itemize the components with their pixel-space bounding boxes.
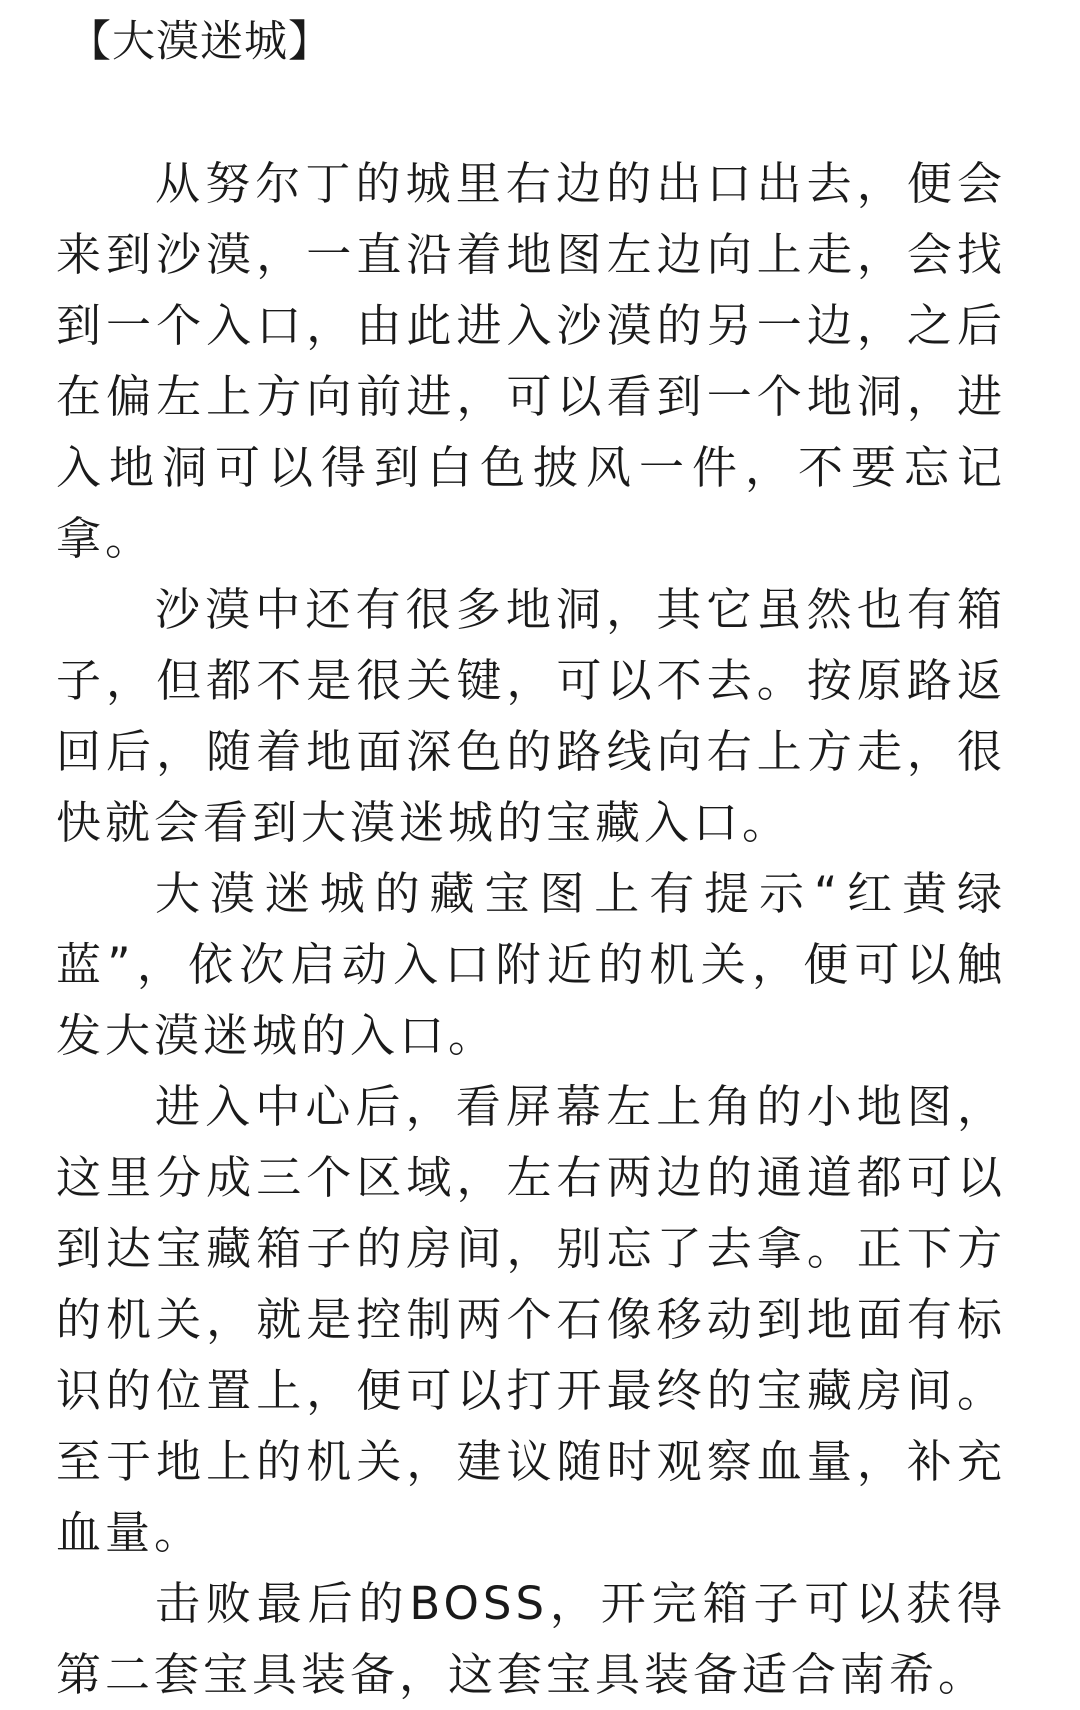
paragraph-4: 进入中心后，看屏幕左上角的小地图，这里分成三个区域，左右两边的通道都可以到达宝藏箱子的房间，别忘了去拿。正下方的机关，就是控制两个石像移动到地面有标识的位置上，便可以打开最终的宝藏房间。至于地上的机关，建议随时观察血量，补充血量。 xyxy=(56,1080,1006,1559)
paragraph-3: 大漠迷城的藏宝图上有提示“红黄绿蓝”，依次启动入口附近的机关，便可以触发大漠迷城的入口。 xyxy=(56,867,1006,1062)
paragraph-5: 击败最后的BOSS，开完箱子可以获得第二套宝具装备，这套宝具装备适合南希。 xyxy=(56,1577,1006,1701)
article-body xyxy=(56,148,1006,1710)
paragraph-1: 从努尔丁的城里右边的出口出去，便会来到沙漠，一直沿着地图左边向上走，会找到一个入口，由此进入沙漠的另一边，之后在偏左上方向前进，可以看到一个地洞，进入地洞可以得到白色披风一件，不要忘记拿。 xyxy=(56,157,1006,565)
paragraph-2: 沙漠中还有很多地洞，其它虽然也有箱子，但都不是很关键，可以不去。按原路返回后，随着地面深色的路线向右上方走，很快就会看到大漠迷城的宝藏入口。 xyxy=(56,583,1006,849)
article-title: 【大漠迷城】 xyxy=(68,17,332,67)
